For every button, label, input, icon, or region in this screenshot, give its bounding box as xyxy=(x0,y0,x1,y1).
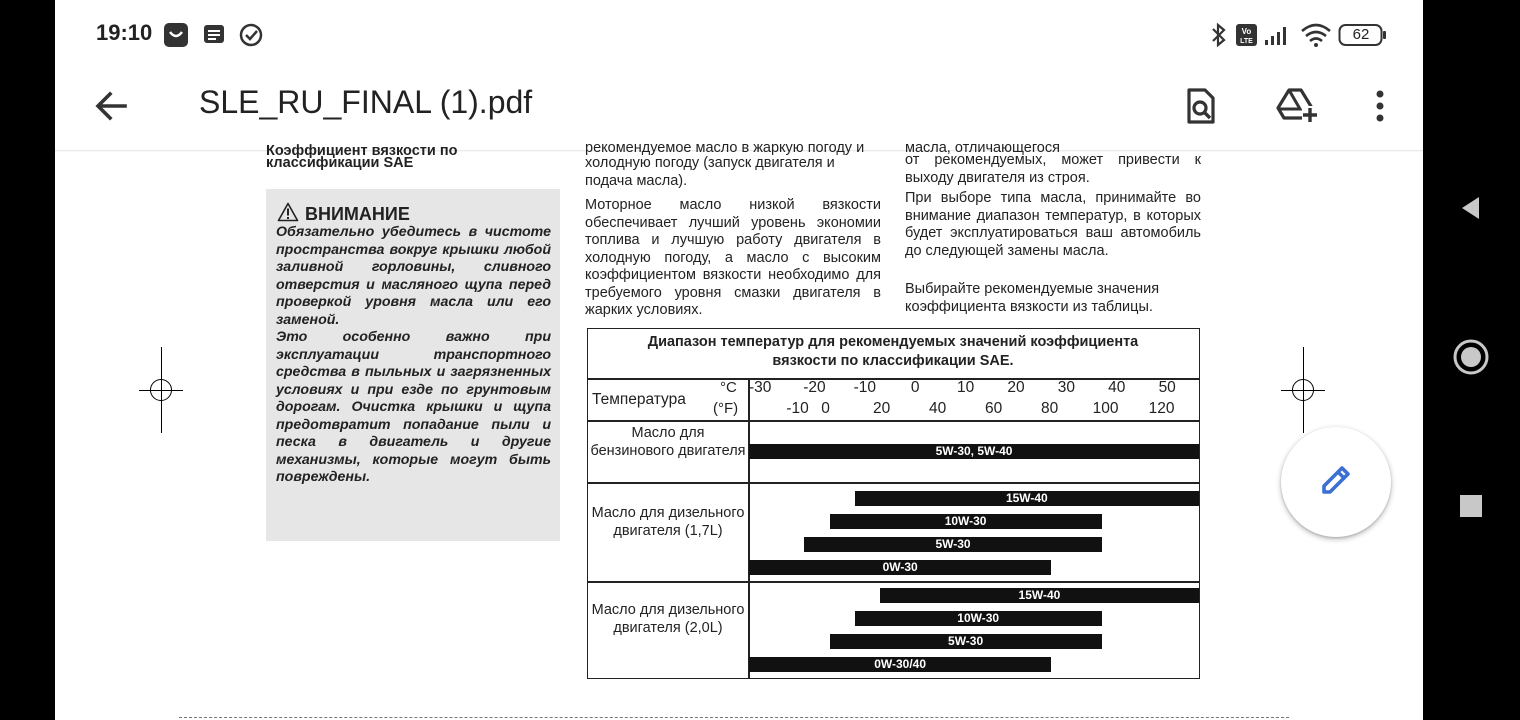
viscosity-bar-15w-40: 15W-40 xyxy=(880,588,1199,603)
volte-icon xyxy=(1235,22,1259,53)
add-to-drive-button[interactable] xyxy=(1269,80,1325,136)
search-document-icon xyxy=(1181,86,1221,131)
bluetooth-icon xyxy=(1210,22,1228,53)
row-label-diesel-2-0: Масло для дизельного двигателя (2,0L) xyxy=(591,602,745,636)
viscosity-bar-5w-30-5w-40: 5W-30, 5W-40 xyxy=(749,444,1199,459)
table-rule xyxy=(588,420,1199,422)
fahrenheit-tick: 120 xyxy=(1148,400,1175,417)
middle-paragraph-2: Моторное масло низкой вязкости обеспечивает лучший уровень экономии топлива и лучшую работу двигателя в холодную погоду, а масло с высоким коэффициентом вязкости необходимо для требуемого уровня смазки двигателя в жарких условиях. xyxy=(585,197,881,318)
viscosity-bar-0w-30-40: 0W-30/40 xyxy=(749,657,1051,672)
warning-paragraph-1: Обязательно убедитесь в чистоте пространства вокруг крышки любой заливной горловины, сливного отверстия и масляного щупа перед проверкой уровня масла или его заменой. xyxy=(276,224,551,328)
right-paragraph-1: от рекомендуемых, может привести к выходу двигателя из строя. xyxy=(905,152,1201,186)
viscosity-bar-15w-40: 15W-40 xyxy=(855,491,1199,506)
celsius-tick: 10 xyxy=(956,379,975,396)
navigation-bar xyxy=(1423,0,1520,720)
table-rule xyxy=(588,581,1199,583)
clipped-line-right: масла, отличающегося xyxy=(905,140,1060,156)
viscosity-bar-5w-30: 5W-30 xyxy=(804,537,1101,552)
svg-text:LTE: LTE xyxy=(1240,38,1253,45)
fahrenheit-tick: 80 xyxy=(1040,400,1059,417)
warning-text xyxy=(276,224,551,487)
celsius-tick: -30 xyxy=(749,379,772,396)
edit-fab-button[interactable] xyxy=(1281,427,1391,537)
search-document-button[interactable] xyxy=(1173,80,1229,136)
wifi-icon xyxy=(1300,22,1332,53)
fahrenheit-tick: 40 xyxy=(928,400,947,417)
message-icon xyxy=(201,22,227,53)
warning-box xyxy=(266,189,560,541)
crop-mark xyxy=(150,379,172,401)
viscosity-bar-5w-30: 5W-30 xyxy=(830,634,1102,649)
table-title-line-2: вязкости по классификации SAE. xyxy=(772,353,1014,369)
back-triangle-icon xyxy=(1458,195,1484,226)
middle-paragraph-1: холодную погоду (запуск двигателя и подача масла). xyxy=(585,155,835,189)
table-rule xyxy=(588,482,1199,484)
home-circle-icon xyxy=(1452,338,1490,381)
celsius-tick: 40 xyxy=(1108,379,1126,396)
viscosity-bar-10w-30: 10W-30 xyxy=(855,611,1102,626)
table-rule xyxy=(748,378,750,678)
page-break-line xyxy=(179,717,1289,718)
fahrenheit-tick: -10 xyxy=(786,400,809,417)
temperature-label: Температура xyxy=(592,391,686,408)
add-to-drive-icon xyxy=(1274,86,1320,131)
fahrenheit-tick: 20 xyxy=(872,400,891,417)
viscosity-table xyxy=(587,328,1200,679)
row-label-petrol: Масло для бензинового двигателя xyxy=(590,425,746,459)
check-circle-icon xyxy=(238,22,264,53)
battery-level: 62 xyxy=(1352,26,1370,43)
fahrenheit-tick: 0 xyxy=(821,400,830,417)
warning-title: ВНИМАНИЕ xyxy=(305,204,410,224)
celsius-tick: 30 xyxy=(1057,379,1076,396)
fahrenheit-unit: (°F) xyxy=(713,400,739,417)
viscosity-bar-0w-30: 0W-30 xyxy=(749,560,1051,575)
arrow-back-icon xyxy=(91,86,131,131)
fahrenheit-tick: 100 xyxy=(1092,400,1119,417)
celsius-tick: -10 xyxy=(853,379,876,396)
more-options-button[interactable] xyxy=(1352,80,1408,136)
status-time: 19:10 xyxy=(96,20,153,45)
right-paragraph-3: Выбирайте рекомендуемые значения коэффициента вязкости из таблицы. xyxy=(905,281,1160,315)
recents-square-icon xyxy=(1458,493,1484,524)
right-paragraph-2: При выборе типа масла, принимайте во внимание диапазон температур, в которых будет эксплуатироваться ваш автомобиль до следующей замены масла. xyxy=(905,190,1201,259)
celsius-tick: 50 xyxy=(1158,379,1176,396)
nav-back-button[interactable] xyxy=(1447,186,1495,234)
status-bar xyxy=(55,0,1423,70)
celsius-tick: 20 xyxy=(1007,379,1025,396)
pdf-viewer-app xyxy=(55,0,1423,720)
fahrenheit-tick: 60 xyxy=(984,400,1003,417)
clipped-heading: Коэффициент вязкости по xyxy=(266,143,458,159)
table-title-line-1: Диапазон температур для рекомендуемых значений коэффициента xyxy=(647,334,1139,350)
clipped-line-mid: рекомендуемое масло в жаркую погоду и xyxy=(585,140,865,156)
back-button[interactable] xyxy=(83,80,139,136)
warning-paragraph-2: Это особенно важно при эксплуатации транспортного средства в пыльных и загрязненных условиях и при езде по грунтовым дорогам. Очистка крышки и щупа предотвратит попадание пыли и песка в двигатель и другие механизмы, которые могут быть повреждены. xyxy=(276,329,551,485)
viscosity-bar-10w-30: 10W-30 xyxy=(830,514,1102,529)
svg-text:Vo: Vo xyxy=(1241,27,1252,36)
celsius-tick: 0 xyxy=(910,379,920,396)
document-title: SLE_RU_FINAL (1).pdf xyxy=(199,84,533,120)
row-label-diesel-1-7: Масло для дизельного двигателя (1,7L) xyxy=(591,505,745,539)
edit-pencil-icon xyxy=(1316,460,1356,505)
pdf-page[interactable] xyxy=(55,140,1423,720)
celsius-unit: °C xyxy=(720,379,737,396)
nav-home-button[interactable] xyxy=(1447,335,1495,383)
more-vert-icon xyxy=(1374,86,1386,131)
table-title xyxy=(588,333,1198,371)
celsius-tick: -20 xyxy=(803,379,826,396)
download-badge-icon xyxy=(163,22,189,53)
signal-icon xyxy=(1263,22,1293,53)
crop-mark xyxy=(1292,379,1314,401)
nav-recents-button[interactable] xyxy=(1447,484,1495,532)
section-heading: классификации SAE xyxy=(266,155,414,171)
